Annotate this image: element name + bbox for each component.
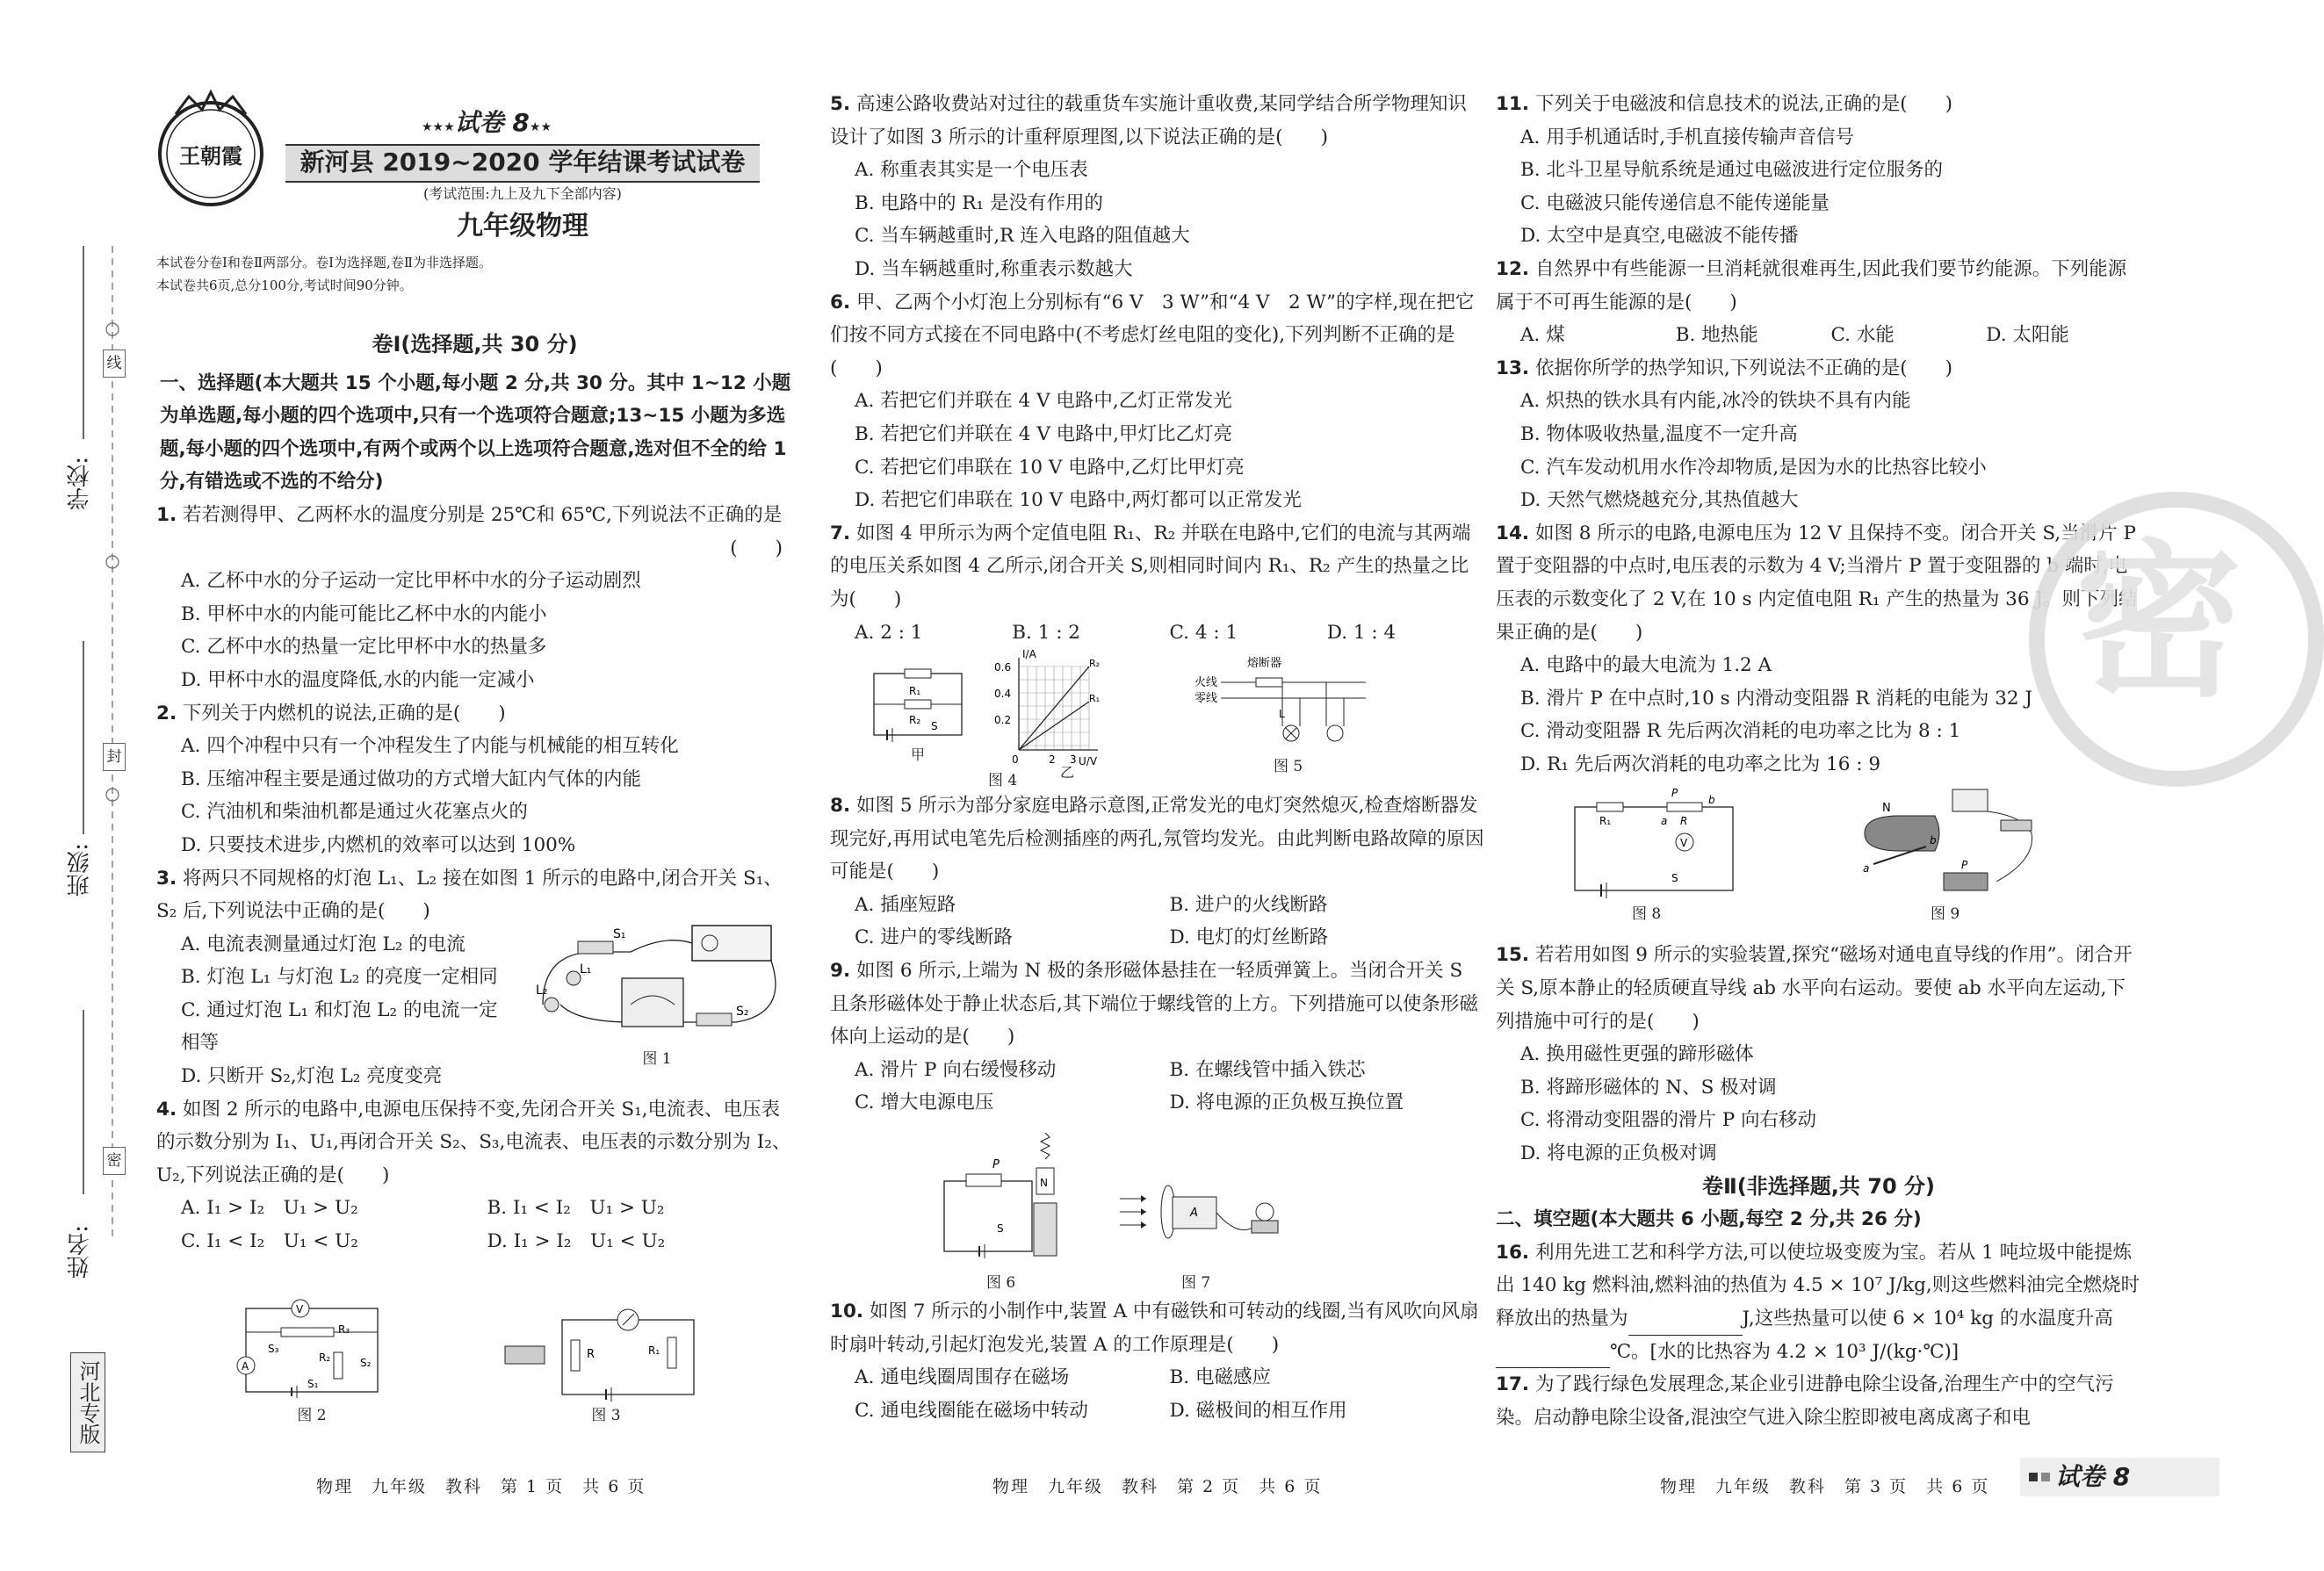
q1-option-a: A. 乙杯中水的分子运动一定比甲杯中水的分子运动剧烈 bbox=[181, 570, 641, 593]
q13-option-b: B. 物体吸收热量,温度不一定升高 bbox=[1520, 422, 1798, 445]
question-4: 4. 如图 2 所示的电路中,电源电压保持不变,先闭合开关 S₁,电流表、电压表的示数分别为 I₁、U₁,再闭合开关 S₂、S₃,电流表、电压表的示数分别为 I₂、U₂,下列说法正确的是( ) A. I₁ > I₂ U₁ > U₂ B. I₁ < I₂ U₁ > U₂ C. I₁ < I₂ U₁ < U₂ D. I₁ > I₂ U₁ < U₂ bbox=[156, 1093, 793, 1258]
figure-1-circuit bbox=[525, 917, 789, 1040]
q9-stem: 如图 6 所示,上端为 N 极的条形磁体悬挂在一轻质弹簧上。当闭合开关 S 且条形磁体处于静止状态后,其下端位于螺线管的上方。下列措施可以使条形磁体向上运动的是( ) bbox=[830, 960, 1478, 1049]
q13-option-a: A. 炽热的铁水具有内能,冰冷的铁块不具有内能 bbox=[1520, 390, 1911, 413]
fig8-a: a bbox=[1661, 815, 1668, 828]
q7-option-c: C. 4 : 1 bbox=[1169, 621, 1238, 644]
figures-6-7 bbox=[830, 1120, 1484, 1295]
school-label: 学校: bbox=[67, 457, 93, 510]
q10-stem: 如图 7 所示的小制作中,装置 A 中有磁铁和可转动的线圈,当有风吹向风扇时扇叶转动,引起灯泡发光,装置 A 的工作原理是( ) bbox=[830, 1301, 1479, 1356]
q5-option-a: A. 称重表其实是一个电压表 bbox=[855, 159, 1088, 182]
q3-option-d: D. 只断开 S₂,灯泡 L₂ 亮度变亮 bbox=[181, 1065, 443, 1088]
figure-5-circuit bbox=[1194, 656, 1370, 753]
question-15: 15. 若若用如图 9 所示的实验装置,探究“磁场对通电直导线的作用”。闭合开关 S,原本静止的轻质硬直导线 ab 水平向右运动。要使 ab 水平向左运动,下列措施中可行的是( ) A. 换用磁性更强的蹄形磁体 B. 将蹄形磁体的 N、S 极对调 C. 将滑动变阻器的滑片 P 向右移动 D. 将电源的正负极对调 bbox=[1496, 939, 2141, 1170]
q8-option-c: C. 进户的零线断路 bbox=[855, 926, 1013, 949]
footer-page-1: 物理 九年级 教科 第 1 页 共 6 页 bbox=[316, 1477, 646, 1496]
figure-3 bbox=[501, 1298, 711, 1423]
fig2-s2: S₂ bbox=[360, 1357, 372, 1369]
q13-option-c: C. 汽车发动机用水作冷却物质,是因为水的比热容比较小 bbox=[1520, 456, 1987, 479]
fig9-a: a bbox=[1863, 862, 1870, 876]
figure-2-caption: 图 2 bbox=[297, 1407, 327, 1424]
question-5: 5. 高速公路收费站对过往的载重货车实施计重收费,某同学结合所学物理知识设计了如图 3 所示的计重秤原理图,以下说法正确的是( ) A. 称重表其实是一个电压表 B. 电路中的 R₁ 是没有作用的 C. 当车辆越重时,R 连入电路的阻值越大 D. 当车辆越重时,称重表示数越大 bbox=[830, 88, 1484, 286]
fig6-s: S bbox=[997, 1222, 1004, 1236]
fig8-r: R bbox=[1680, 815, 1688, 828]
fig2-s3: S₃ bbox=[268, 1343, 279, 1355]
q13-stem: 依据你所学的热学知识,下列说法不正确的是( ) bbox=[1534, 357, 1953, 379]
fig2-volt: V bbox=[296, 1303, 304, 1315]
figure-1 bbox=[525, 917, 789, 1069]
fig3-r1: R₁ bbox=[648, 1344, 660, 1357]
fig2-s1: S₁ bbox=[307, 1378, 319, 1390]
watermark-stamp bbox=[2029, 492, 2324, 787]
fig9-p: P bbox=[1961, 859, 1968, 872]
fig8-volt: V bbox=[1680, 837, 1688, 850]
fig4-x1: 2 bbox=[1049, 753, 1056, 767]
question-7: 7. 如图 4 甲所示为两个定值电阻 R₁、R₂ 并联在电路中,它们的电流与其两端的电压关系如图 4 乙所示,闭合开关 S,则相同时间内 R₁、R₂ 产生的热量之比为( ) A. 2 : 1 B. 1 : 2 C. 4 : 1 D. 1 : 4 R₁ R₂ S 甲 I/A U/V 0.6 0.4 0.2 0 2 3 R₂ R₁ 乙 图 4 熔断器 火线 零线 L 图 5 bbox=[830, 517, 1484, 789]
q15-stem: 若若用如图 9 所示的实验装置,探究“磁场对通电直导线的作用”。闭合开关 S,原本静止的轻质硬直导线 ab 水平向右运动。要使 ab 水平向左运动,下列措施中可行的是( ) bbox=[1496, 944, 2133, 1033]
figure-8-circuit bbox=[1566, 789, 1742, 904]
intro-line-1: 本试卷分卷Ⅰ和卷Ⅱ两部分。卷Ⅰ为选择题,卷Ⅱ为非选择题。 bbox=[156, 255, 493, 270]
footer-page-2: 物理 九年级 教科 第 2 页 共 6 页 bbox=[992, 1477, 1323, 1496]
q3-stem: 将两只不同规格的灯泡 L₁、L₂ 接在如图 1 所示的电路中,闭合开关 S₁、S₂ 后,下列说法中正确的是( ) bbox=[156, 867, 783, 923]
figures-8-9 bbox=[1496, 781, 2141, 939]
q16-blank-2[interactable] bbox=[1496, 1348, 1610, 1368]
q8-option-d: D. 电灯的灯丝断路 bbox=[1169, 926, 1329, 949]
logo bbox=[149, 88, 272, 211]
q12-option-d: D. 太阳能 bbox=[1986, 324, 2069, 347]
part1-title: 卷Ⅰ(选择题,共 30 分) bbox=[372, 332, 578, 357]
q4-option-d: D. I₁ > I₂ U₁ < U₂ bbox=[487, 1230, 666, 1253]
fig1-s1: S₁ bbox=[613, 926, 626, 941]
fig4-ylabel: I/A bbox=[1022, 648, 1036, 661]
fig4-y2: 0.4 bbox=[994, 688, 1012, 701]
q9-option-a: A. 滑片 P 向右缓慢移动 bbox=[855, 1058, 1057, 1081]
q9-option-b: B. 在螺线管中插入铁芯 bbox=[1169, 1058, 1366, 1081]
q14-option-c: C. 滑动变阻器 R 先后两次消耗的电功率之比为 8 : 1 bbox=[1520, 720, 1961, 743]
q2-option-d: D. 只要技术进步,内燃机的效率可以达到 100% bbox=[181, 833, 576, 856]
fig4-x0: 0 bbox=[1012, 753, 1019, 767]
q2-option-c: C. 汽油机和柴油机都是通过火花塞点火的 bbox=[181, 801, 528, 824]
q2-option-b: B. 压缩冲程主要是通过做功的方式增大缸内气体的内能 bbox=[181, 767, 641, 790]
figures-4-5 bbox=[830, 649, 1484, 789]
q13-option-d: D. 天然气燃烧越充分,其热值越大 bbox=[1520, 489, 1799, 512]
column-2 bbox=[830, 88, 1484, 1427]
q10-option-c: C. 通电线圈能在磁场中转动 bbox=[855, 1399, 1088, 1422]
intro-line-2: 本试卷共6页,总分100分,考试时间90分钟。 bbox=[156, 277, 413, 293]
q10-option-a: A. 通电线圈周围存在磁场 bbox=[855, 1366, 1070, 1389]
q9-option-d: D. 将电源的正负极互换位置 bbox=[1169, 1092, 1404, 1114]
q10-option-d: D. 磁极间的相互作用 bbox=[1169, 1399, 1347, 1422]
footer-badge bbox=[2020, 1458, 2219, 1496]
fig8-s: S bbox=[1671, 872, 1678, 885]
subject-title: 九年级物理 bbox=[457, 211, 588, 241]
q15-option-a: A. 换用磁性更强的蹄形磁体 bbox=[1520, 1043, 1754, 1066]
fig2-amp: A bbox=[242, 1360, 249, 1373]
paper-badge-text: 试卷 8 bbox=[454, 108, 530, 137]
q14-option-a: A. 电路中的最大电流为 1.2 A bbox=[1520, 654, 1772, 677]
class-label: 班级: bbox=[67, 843, 93, 897]
q12-stem: 自然界中有些能源一旦消耗就很难再生,因此我们要节约能源。下列能源属于不可再生能源的是( ) bbox=[1496, 257, 2127, 313]
fig5-live: 火线 bbox=[1194, 676, 1218, 690]
q17-text: 为了践行绿色发展理念,某企业引进静电除尘设备,治理生产中的空气污染。启动静电除尘设备,混浊空气进入除尘腔即被电离成离子和电 bbox=[1496, 1373, 2114, 1429]
fig7-device-a: A bbox=[1190, 1207, 1198, 1221]
fig4-yi: 乙 bbox=[1060, 764, 1075, 782]
fig8-r1: R₁ bbox=[1599, 815, 1612, 828]
q9-option-c: C. 增大电源电压 bbox=[855, 1092, 994, 1114]
question-16: 16. 利用先进工艺和科学方法,可以使垃圾变废为宝。若从 1 吨垃圾中能提炼出 140 kg 燃料油,燃料油的热值为 4.5 × 10⁷ J/kg,则这些燃料油完全燃烧时释放出的热量为 J,这些热量可以使 6 × 10⁴ kg 的水温度升高℃。[水的比热容为 4.2 × 10³ J/(kg·℃)] bbox=[1496, 1236, 2141, 1368]
q15-option-d: D. 将电源的正负极对调 bbox=[1520, 1142, 1717, 1165]
footer-page-3: 物理 九年级 教科 第 3 页 共 6 页 bbox=[1660, 1477, 1990, 1496]
paper-badge: ★★★试卷 8★★ bbox=[422, 108, 552, 137]
q15-option-b: B. 将蹄形磁体的 N、S 极对调 bbox=[1520, 1076, 1777, 1099]
fig9-b: b bbox=[1930, 834, 1937, 847]
fig5-neutral: 零线 bbox=[1194, 692, 1218, 706]
fig4-y3: 0.2 bbox=[994, 714, 1012, 727]
fig4-r1: R₁ bbox=[909, 685, 921, 698]
exam-scope: (考试范围:九上及九下全部内容) bbox=[423, 185, 622, 202]
q2-option-a: A. 四个冲程中只有一个冲程发生了内能与机械能的相互转化 bbox=[181, 735, 679, 758]
figure-6-caption: 图 6 bbox=[986, 1274, 1016, 1293]
q7-option-a: A. 2 : 1 bbox=[855, 621, 923, 644]
q14-stem: 如图 8 所示的电路,电源电压为 12 V 且保持不变。闭合开关 S,当滑片 P 置于变阻器的中点时,电压表的示数为 4 V;当滑片 P 置于变阻器的 b 端时,电压表的示数变化了 2 V,在 10 s 内定值电阻 R₁ 产生的热量为 36 J。则下列结果正确的是( ) bbox=[1496, 522, 2138, 644]
figure-3-caption: 图 3 bbox=[591, 1407, 621, 1424]
fig2-r2: R₂ bbox=[319, 1351, 331, 1364]
fig4-y1: 0.6 bbox=[994, 661, 1012, 674]
fig4-xlabel: U/V bbox=[1079, 755, 1098, 768]
q12-option-b: B. 地热能 bbox=[1675, 324, 1758, 347]
fig4-curve-r2: R₂ bbox=[1089, 658, 1101, 670]
question-10: 10. 如图 7 所示的小制作中,装置 A 中有磁铁和可转动的线圈,当有风吹向风扇时扇叶转动,引起灯泡发光,装置 A 的工作原理是( ) A. 通电线圈周围存在磁场 B. 电磁感应 C. 通电线圈能在磁场中转动 D. 磁极间的相互作用 bbox=[830, 1295, 1484, 1427]
q3-option-a: A. 电流表测量通过灯泡 L₂ 的电流 bbox=[181, 933, 466, 955]
figure-4-caption: 图 4 bbox=[988, 772, 1018, 790]
q6-stem: 甲、乙两个小灯泡上分别标有“6 V 3 W”和“4 V 2 W”的字样,现在把它们按不同方式接在不同电路中(不考虑灯丝电阻的变化),下列判断不正确的是( ) bbox=[830, 291, 1475, 379]
figure-5-caption: 图 5 bbox=[1274, 758, 1303, 776]
seal-mark-line: 线 bbox=[103, 350, 126, 378]
fig4-curve-r1: R₁ bbox=[1089, 693, 1101, 705]
q1-option-b: B. 甲杯中水的内能可能比乙杯中水的内能小 bbox=[181, 602, 547, 625]
figure-7-device bbox=[1120, 1172, 1287, 1260]
watermark-text: 密 bbox=[2075, 523, 2242, 719]
question-11: 11. 下列关于电磁波和信息技术的说法,正确的是( ) A. 用手机通话时,手机直接传输声音信号 B. 北斗卫星导航系统是通过电磁波进行定位服务的 C. 电磁波只能传递信息不能传递能量 D. 太空中是真空,电磁波不能传播 bbox=[1496, 88, 2141, 253]
fig6-n: N bbox=[1040, 1177, 1048, 1190]
figure-3-circuit bbox=[501, 1298, 711, 1403]
question-17: 17. 为了践行绿色发展理念,某企业引进静电除尘设备,治理生产中的空气污染。启动静电除尘设备,混浊空气进入除尘腔即被电离成离子和电 bbox=[1496, 1373, 2114, 1429]
fig4-x2: 3 bbox=[1070, 753, 1077, 767]
q5-stem: 高速公路收费站对过往的载重货车实施计重收费,某同学结合所学物理知识设计了如图 3 所示的计重秤原理图,以下说法正确的是( ) bbox=[830, 93, 1467, 148]
question-1: 1. 若若测得甲、乙两杯水的温度分别是 25℃和 65℃,下列说法不正确的是 ( ) A. 乙杯中水的分子运动一定比甲杯中水的分子运动剧烈 B. 甲杯中水的内能可能比乙杯中水的内能小 C. 乙杯中水的热量一定比甲杯中水的热量多 D. 甲杯中水的温度降低,水的内能一定减小 bbox=[156, 499, 793, 697]
seal-mark-seal: 封 bbox=[103, 743, 126, 771]
name-label: 姓名: bbox=[67, 1225, 93, 1279]
q4-option-b: B. I₁ < I₂ U₁ > U₂ bbox=[487, 1197, 665, 1220]
q3-option-b: B. 灯泡 L₁ 与灯泡 L₂ 的亮度一定相同 bbox=[181, 966, 498, 989]
question-2: 2. 下列关于内燃机的说法,正确的是( ) A. 四个冲程中只有一个冲程发生了内能与机械能的相互转化 B. 压缩冲程主要是通过做功的方式增大缸内气体的内能 C. 汽油机和柴油机都是通过火花塞点火的 D. 只要技术进步,内燃机的效率可以达到 100% bbox=[156, 697, 793, 862]
q8-stem: 如图 5 所示为部分家庭电路示意图,正常发光的电灯突然熄灭,检查熔断器发现完好,再用试电笔先后检测插座的两孔,氖管均发光。由此判断电路故障的原因可能是( ) bbox=[830, 795, 1484, 883]
q7-option-b: B. 1 : 2 bbox=[1012, 621, 1080, 644]
fig5-fuse: 熔断器 bbox=[1247, 657, 1282, 671]
q15-option-c: C. 将滑动变阻器的滑片 P 向右移动 bbox=[1520, 1109, 1816, 1132]
figure-8-caption: 图 8 bbox=[1632, 905, 1662, 924]
q7-option-d: D. 1 : 4 bbox=[1326, 621, 1397, 644]
q6-option-c: C. 若把它们串联在 10 V 电路中,乙灯比甲灯亮 bbox=[855, 456, 1245, 479]
q1-option-d: D. 甲杯中水的温度降低,水的内能一定减小 bbox=[181, 668, 535, 691]
fig3-r: R bbox=[587, 1348, 595, 1361]
fig8-b: b bbox=[1708, 794, 1715, 807]
column-3 bbox=[1496, 88, 2141, 1434]
q16-blank-1[interactable] bbox=[1628, 1315, 1743, 1336]
q5-option-b: B. 电路中的 R₁ 是没有作用的 bbox=[855, 191, 1103, 214]
logo-text: 王朝霞 bbox=[179, 143, 242, 169]
q1-stem: 若若测得甲、乙两杯水的温度分别是 25℃和 65℃,下列说法不正确的是 bbox=[182, 503, 783, 526]
question-3: 3. 将两只不同规格的灯泡 L₁、L₂ 接在如图 1 所示的电路中,闭合开关 S₁、S₂ 后,下列说法中正确的是( ) A. 电流表测量通过灯泡 L₂ 的电流 B. 灯泡 L₁ 与灯泡 L₂ 的亮度一定相同 C. 通过灯泡 L₁ 和灯泡 L₂ 的电流一定相等 D. 只断开 S₂,灯泡 L₂ 亮度变亮 S₁ S₂ L₂ L₁ 图 1 bbox=[156, 862, 793, 1093]
fig8-p: P bbox=[1671, 787, 1678, 800]
fig9-n: N bbox=[1882, 802, 1891, 816]
q14-option-b: B. 滑片 P 在中点时,10 s 内滑动变阻器 R 消耗的电能为 32 J bbox=[1520, 687, 2033, 710]
q4-option-a: A. I₁ > I₂ U₁ > U₂ bbox=[181, 1197, 358, 1220]
part2-title: 卷Ⅱ(非选择题,共 70 分) bbox=[1702, 1173, 1935, 1199]
q7-stem: 如图 4 甲所示为两个定值电阻 R₁、R₂ 并联在电路中,它们的电流与其两端的电压关系如图 4 乙所示,闭合开关 S,则相同时间内 R₁、R₂ 产生的热量之比为( ) bbox=[830, 522, 1471, 610]
q11-option-c: C. 电磁波只能传递信息不能传递能量 bbox=[1520, 191, 1830, 214]
figure-4a-circuit bbox=[865, 656, 971, 753]
section2-heading: 二、填空题(本大题共 6 小题,每空 2 分,共 26 分) bbox=[1496, 1208, 1922, 1231]
q3-option-c: C. 通过灯泡 L₁ 和灯泡 L₂ 的电流一定相等 bbox=[181, 998, 498, 1055]
fig2-r3: R₃ bbox=[338, 1323, 350, 1336]
q8-option-b: B. 进户的火线断路 bbox=[1169, 893, 1328, 916]
footer-badge-text: 试卷 8 bbox=[2055, 1462, 2131, 1491]
question-12: 12. 自然界中有些能源一旦消耗就很难再生,因此我们要节约能源。下列能源属于不可再生能源的是( ) A. 煤 B. 地热能 C. 水能 D. 太阳能 bbox=[1496, 253, 2141, 352]
q2-stem: 下列关于内燃机的说法,正确的是( ) bbox=[182, 702, 506, 724]
q1-option-c: C. 乙杯中水的热量一定比甲杯中水的热量多 bbox=[181, 636, 547, 659]
fig4-jia: 甲 bbox=[911, 746, 926, 764]
section1-heading: 一、选择题(本大题共 15 个小题,每小题 2 分,共 30 分。其中 1~12 小题为单选题,每小题的四个选项中,只有一个选项符合题意;13~15 小题为多选题,每小题的四个选项中,有两个或两个以上选项符合题意,选对但不全的给 1 分,有错选或不选的不给分) bbox=[160, 371, 791, 494]
figure-9-caption: 图 9 bbox=[1931, 905, 1960, 924]
q4-option-c: C. I₁ < I₂ U₁ < U₂ bbox=[181, 1230, 358, 1253]
fig4-s: S bbox=[931, 720, 938, 733]
column-1 bbox=[156, 323, 793, 1258]
fig1-l1: L₁ bbox=[580, 962, 592, 976]
page-title: 新河县 2019~2020 学年结课考试试卷 bbox=[300, 148, 746, 177]
q4-stem: 如图 2 所示的电路中,电源电压保持不变,先闭合开关 S₁,电流表、电压表的示数分别为 I₁、U₁,再闭合开关 S₂、S₃,电流表、电压表的示数分别为 I₂、U₂,下列说法正确的是( ) bbox=[156, 1098, 791, 1186]
q11-option-d: D. 太空中是真空,电磁波不能传播 bbox=[1520, 225, 1799, 248]
question-6: 6. 甲、乙两个小灯泡上分别标有“6 V 3 W”和“4 V 2 W”的字样,现在把它们按不同方式接在不同电路中(不考虑灯丝电阻的变化),下列判断不正确的是( ) A. 若把它们并联在 4 V 电路中,乙灯正常发光 B. 若把它们并联在 4 V 电路中,甲灯比乙灯亮 C. 若把它们串联在 10 V 电路中,乙灯比甲灯亮 D. 若把它们串联在 10 V 电路中,两灯都可以正常发光 bbox=[830, 286, 1484, 517]
question-13: 13. 依据你所学的热学知识,下列说法不正确的是( ) A. 炽热的铁水具有内能,冰冷的铁块不具有内能 B. 物体吸收热量,温度不一定升高 C. 汽车发动机用水作冷却物质,是因为水的比热容比较小 D. 天然气燃烧越充分,其热值越大 bbox=[1496, 352, 2141, 517]
q6-option-a: A. 若把它们并联在 4 V 电路中,乙灯正常发光 bbox=[855, 390, 1232, 413]
q5-option-d: D. 当车辆越重时,称重表示数越大 bbox=[855, 257, 1133, 280]
fig5-lamp: L bbox=[1279, 708, 1285, 721]
q6-option-b: B. 若把它们并联在 4 V 电路中,甲灯比乙灯亮 bbox=[855, 422, 1233, 445]
q11-stem: 下列关于电磁波和信息技术的说法,正确的是( ) bbox=[1534, 93, 1953, 115]
figure-1-caption: 图 1 bbox=[642, 1050, 672, 1069]
figure-2-circuit bbox=[228, 1291, 395, 1403]
fig1-l2: L₂ bbox=[536, 983, 548, 998]
figure-4b-graph bbox=[992, 649, 1107, 772]
seal-mark-secret: 密 bbox=[103, 1147, 126, 1175]
fig4-r2: R₂ bbox=[909, 714, 921, 727]
q6-option-d: D. 若把它们串联在 10 V 电路中,两灯都可以正常发光 bbox=[855, 489, 1302, 512]
q16-text-a: 利用先进工艺和科学方法,可以使垃圾变废为宝。若从 1 吨垃圾中能提炼出 140 kg 燃料油,燃料油的热值为 4.5 × 10⁷ J/kg,则这些燃料油完全燃烧时释放出的热量为 bbox=[1496, 1241, 2140, 1330]
fig6-p: P bbox=[992, 1158, 1000, 1172]
q11-option-b: B. 北斗卫星导航系统是通过电磁波进行定位服务的 bbox=[1520, 159, 1943, 182]
q14-option-d: D. R₁ 先后两次消耗的电功率之比为 16 : 9 bbox=[1520, 753, 1881, 775]
q5-option-c: C. 当车辆越重时,R 连入电路的阻值越大 bbox=[855, 225, 1190, 248]
q1-answer-paren: ( ) bbox=[730, 537, 783, 559]
figure-2 bbox=[228, 1291, 395, 1423]
question-14: 14. 如图 8 所示的电路,电源电压为 12 V 且保持不变。闭合开关 S,当滑片 P 置于变阻器的中点时,电压表的示数为 4 V;当滑片 P 置于变阻器的 b 端时,电压表的示数变化了 2 V,在 10 s 内定值电阻 R₁ 产生的热量为 36 J。则下列结果正确的是( ) A. 电路中的最大电流为 1.2 A B. 滑片 P 在中点时,10 s 内滑动变阻器 R 消耗的电能为 32 J C. 滑动变阻器 R 先后两次消耗的电功率之比为 8 : 1 D. R₁ 先后两次消耗的电功率之比为 16 : 9 R₁ P a b R V S 图 8 N a b P 图 9 bbox=[1496, 517, 2141, 940]
q12-option-a: A. 煤 bbox=[1520, 324, 1565, 347]
q8-option-a: A. 插座短路 bbox=[855, 893, 956, 916]
figure-7-caption: 图 7 bbox=[1181, 1274, 1211, 1293]
question-8: 8. 如图 5 所示为部分家庭电路示意图,正常发光的电灯突然熄灭,检查熔断器发现完好,再用试电笔先后检测插座的两孔,氖管均发光。由此判断电路故障的原因可能是( ) A. 插座短路 B. 进户的火线断路 C. 进户的零线断路 D. 电灯的灯丝断路 bbox=[830, 789, 1484, 955]
q16-text-c: ℃。[水的比热容为 4.2 × 10³ J/(kg·℃)] bbox=[1610, 1340, 1960, 1363]
figure-6-circuit bbox=[935, 1128, 1067, 1269]
q12-option-c: C. 水能 bbox=[1830, 324, 1895, 347]
q10-option-b: B. 电磁感应 bbox=[1169, 1366, 1271, 1389]
question-9: 9. 如图 6 所示,上端为 N 极的条形磁体悬挂在一轻质弹簧上。当闭合开关 S 且条形磁体处于静止状态后,其下端位于螺线管的上方。下列措施可以使条形磁体向上运动的是( ) A. 滑片 P 向右缓慢移动 B. 在螺线管中插入铁芯 C. 增大电源电压 D. 将电源的正负极互换位置 N P S 图 6 A 图 7 bbox=[830, 955, 1484, 1295]
q11-option-a: A. 用手机通话时,手机直接传输声音信号 bbox=[1520, 126, 1855, 148]
region-tag: 河北专版 bbox=[70, 1352, 105, 1452]
fig1-s2: S₂ bbox=[736, 1004, 749, 1019]
q16-text-b: J,这些热量可以使 6 × 10⁴ kg 的水温度升高 bbox=[1742, 1308, 2113, 1330]
figure-9-apparatus bbox=[1847, 781, 2049, 904]
